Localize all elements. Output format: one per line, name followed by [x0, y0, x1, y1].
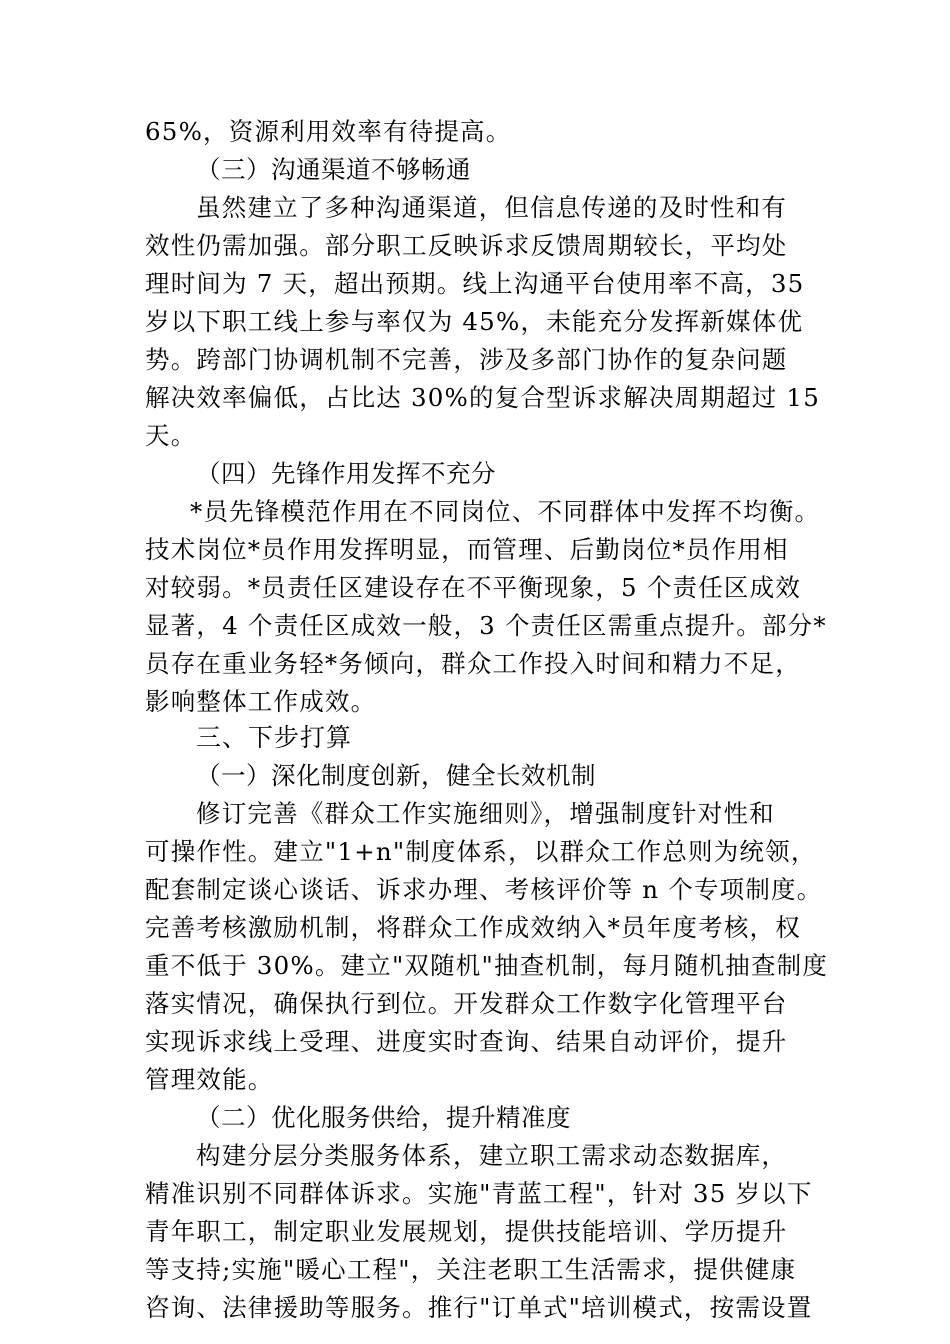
paragraph-line: 构建分层分类服务体系，建立职工需求动态数据库， — [196, 1141, 788, 1170]
paragraph-line: 岁以下职工线上参与率仅为 45%，未能充分发挥新媒体优 — [145, 307, 804, 336]
paragraph-line: 实现诉求线上受理、进度实时查询、结果自动评价，提升 — [145, 1027, 788, 1056]
paragraph-line: 可操作性。建立"1+n"制度体系，以群众工作总则为统领， — [145, 837, 817, 866]
paragraph-line: 配套制定谈心谈话、诉求办理、考核评价等 n 个专项制度。 — [145, 875, 823, 904]
paragraph-line: 落实情况，确保执行到位。开发群众工作数字化管理平台 — [145, 989, 788, 1018]
paragraph-line: 等支持;实施"暖心工程"，关注老职工生活需求，提供健康 — [145, 1255, 797, 1284]
paragraph-line: 完善考核激励机制，将群众工作成效纳入*员年度考核，权 — [145, 913, 801, 942]
paragraph-line: 对较弱。*员责任区建设存在不平衡现象，5 个责任区成效 — [145, 573, 802, 602]
paragraph-line: 员存在重业务轻*务倾向，群众工作投入时间和精力不足， — [145, 649, 801, 678]
section-heading: （三）沟通渠道不够畅通 — [196, 155, 471, 184]
paragraph-line: 势。跨部门协调机制不完善，涉及多部门协作的复杂问题 — [145, 345, 788, 374]
section-heading: （四）先锋作用发挥不充分 — [196, 459, 496, 488]
chapter-heading: 三、下步打算 — [196, 723, 353, 752]
paragraph-line: 理时间为 7 天，超出预期。线上沟通平台使用率不高，35 — [145, 269, 805, 298]
paragraph-line: 修订完善《群众工作实施细则》，增强制度针对性和 — [196, 799, 775, 828]
paragraph-line: 咨询、法律援助等服务。推行"订单式"培训模式，按需设置 — [145, 1293, 813, 1322]
paragraph-line: 解决效率偏低，占比达 30%的复合型诉求解决周期超过 15 — [145, 383, 821, 412]
section-heading: （二）优化服务供给，提升精准度 — [196, 1103, 571, 1132]
paragraph-line: 精准识别不同群体诉求。实施"青蓝工程"，针对 35 岁以下 — [145, 1179, 813, 1208]
section-heading: （一）深化制度创新，健全长效机制 — [196, 761, 596, 790]
paragraph-line: *员先锋模范作用在不同岗位、不同群体中发挥不均衡。 — [190, 497, 821, 526]
paragraph-line: 虽然建立了多种沟通渠道，但信息传递的及时性和有 — [196, 193, 788, 222]
paragraph-line: 青年职工，制定职业发展规划，提供技能培训、学历提升 — [145, 1217, 788, 1246]
paragraph-line: 天。 — [145, 421, 197, 450]
paragraph-line: 重不低于 30%。建立"双随机"抽查机制，每月随机抽查制度 — [145, 951, 829, 980]
paragraph-line: 65%，资源利用效率有待提高。 — [145, 117, 512, 146]
paragraph-line: 技术岗位*员作用发挥明显，而管理、后勤岗位*员作用相 — [145, 535, 789, 564]
paragraph-line: 显著，4 个责任区成效一般，3 个责任区需重点提升。部分* — [145, 611, 827, 640]
paragraph-line: 管理效能。 — [145, 1065, 274, 1094]
paragraph-line: 效性仍需加强。部分职工反映诉求反馈周期较长，平均处 — [145, 231, 788, 260]
paragraph-line: 影响整体工作成效。 — [145, 687, 377, 716]
